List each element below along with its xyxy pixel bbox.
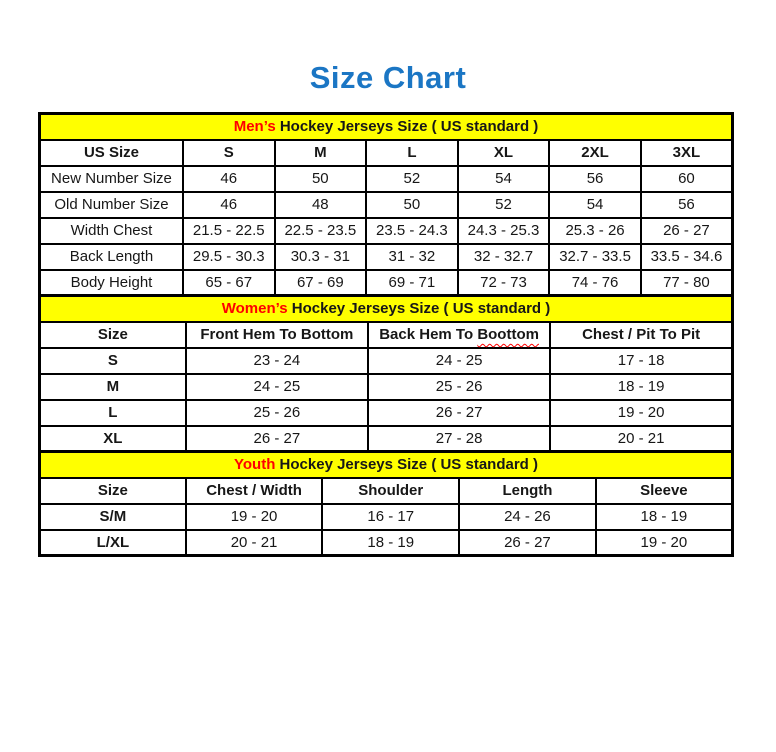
womens-banner-text: Hockey Jerseys Size ( US standard ) — [287, 300, 551, 318]
size-value-cell: 52 — [366, 166, 458, 192]
size-value-cell: 32 - 32.7 — [458, 244, 550, 270]
table-row — [40, 426, 733, 452]
size-value-cell: 52 — [458, 192, 550, 218]
youth-header-row — [40, 478, 733, 504]
column-header: Size — [40, 478, 186, 504]
size-value-cell: 26 - 27 — [368, 400, 550, 426]
mens-banner-highlight: Men’s — [233, 118, 276, 136]
size-value-cell: 50 — [366, 192, 458, 218]
table-row — [40, 400, 733, 426]
size-value-cell: 30.3 - 31 — [275, 244, 367, 270]
mens-banner — [40, 114, 733, 140]
mens-size-table — [38, 112, 734, 297]
size-value-cell: 27 - 28 — [368, 426, 550, 452]
table-row — [40, 244, 733, 270]
size-value-cell: 19 - 20 — [550, 400, 732, 426]
table-row — [40, 270, 733, 296]
row-label: M — [40, 374, 186, 400]
size-value-cell: 69 - 71 — [366, 270, 458, 296]
mens-banner-row — [40, 114, 733, 140]
row-label: Old Number Size — [40, 192, 183, 218]
row-label: Back Length — [40, 244, 183, 270]
size-value-cell: 16 - 17 — [322, 504, 459, 530]
size-value-cell: 17 - 18 — [550, 348, 732, 374]
mens-banner-text: Hockey Jerseys Size ( US standard ) — [275, 118, 539, 136]
size-value-cell: 29.5 - 30.3 — [183, 244, 275, 270]
size-value-cell: 26 - 27 — [186, 426, 368, 452]
table-row — [40, 218, 733, 244]
size-value-cell: 72 - 73 — [458, 270, 550, 296]
youth-banner-text: Hockey Jerseys Size ( US standard ) — [275, 456, 538, 474]
column-header: Back Hem To Boottom — [368, 322, 550, 348]
size-value-cell: 46 — [183, 192, 275, 218]
size-value-cell: 33.5 - 34.6 — [641, 244, 733, 270]
youth-banner — [40, 452, 733, 478]
size-value-cell: 24.3 - 25.3 — [458, 218, 550, 244]
row-label: L — [40, 400, 186, 426]
size-value-cell: 25.3 - 26 — [549, 218, 641, 244]
misspelled-word: Boottom — [477, 326, 539, 343]
youth-banner-row — [40, 452, 733, 478]
column-header: Shoulder — [322, 478, 459, 504]
womens-header-row — [40, 322, 733, 348]
size-value-cell: 60 — [641, 166, 733, 192]
size-value-cell: 20 - 21 — [186, 530, 323, 556]
size-value-cell: 48 — [275, 192, 367, 218]
size-value-cell: 26 - 27 — [459, 530, 596, 556]
size-value-cell: 24 - 25 — [368, 348, 550, 374]
size-value-cell: 20 - 21 — [550, 426, 732, 452]
size-value-cell: 18 - 19 — [550, 374, 732, 400]
size-value-cell: 46 — [183, 166, 275, 192]
table-row — [40, 530, 733, 556]
size-value-cell: 56 — [549, 166, 641, 192]
size-value-cell: 50 — [275, 166, 367, 192]
column-header: XL — [458, 140, 550, 166]
column-header: S — [183, 140, 275, 166]
row-label: Width Chest — [40, 218, 183, 244]
size-value-cell: 26 - 27 — [641, 218, 733, 244]
youth-banner-highlight: Youth — [234, 456, 276, 474]
mens-header-row — [40, 140, 733, 166]
column-header: US Size — [40, 140, 183, 166]
womens-banner — [40, 296, 733, 322]
size-value-cell: 23 - 24 — [186, 348, 368, 374]
table-row — [40, 374, 733, 400]
size-value-cell: 18 - 19 — [322, 530, 459, 556]
size-value-cell: 25 - 26 — [186, 400, 368, 426]
column-header: M — [275, 140, 367, 166]
size-value-cell: 32.7 - 33.5 — [549, 244, 641, 270]
youth-size-table — [38, 450, 734, 557]
column-header: 3XL — [641, 140, 733, 166]
womens-banner-row — [40, 296, 733, 322]
row-label: Body Height — [40, 270, 183, 296]
size-value-cell: 23.5 - 24.3 — [366, 218, 458, 244]
column-header: Length — [459, 478, 596, 504]
size-chart-tables — [38, 112, 734, 557]
column-header: Chest / Width — [186, 478, 323, 504]
row-label: XL — [40, 426, 186, 452]
column-header: Sleeve — [596, 478, 733, 504]
size-value-cell: 24 - 25 — [186, 374, 368, 400]
table-row — [40, 504, 733, 530]
row-label: L/XL — [40, 530, 186, 556]
size-value-cell: 22.5 - 23.5 — [275, 218, 367, 244]
size-value-cell: 19 - 20 — [596, 530, 733, 556]
column-header: 2XL — [549, 140, 641, 166]
size-value-cell: 24 - 26 — [459, 504, 596, 530]
size-value-cell: 18 - 19 — [596, 504, 733, 530]
size-value-cell: 19 - 20 — [186, 504, 323, 530]
column-header: Size — [40, 322, 186, 348]
table-row — [40, 348, 733, 374]
size-value-cell: 77 - 80 — [641, 270, 733, 296]
column-header: Chest / Pit To Pit — [550, 322, 732, 348]
size-value-cell: 54 — [549, 192, 641, 218]
column-header: L — [366, 140, 458, 166]
womens-banner-highlight: Women’s — [221, 300, 288, 318]
size-value-cell: 31 - 32 — [366, 244, 458, 270]
row-label: S/M — [40, 504, 186, 530]
size-value-cell: 65 - 67 — [183, 270, 275, 296]
size-value-cell: 54 — [458, 166, 550, 192]
table-row — [40, 192, 733, 218]
table-row — [40, 166, 733, 192]
row-label: New Number Size — [40, 166, 183, 192]
size-value-cell: 67 - 69 — [275, 270, 367, 296]
womens-size-table — [38, 294, 734, 453]
size-value-cell: 21.5 - 22.5 — [183, 218, 275, 244]
page-title: Size Chart — [309, 60, 467, 95]
size-value-cell: 74 - 76 — [549, 270, 641, 296]
size-value-cell: 25 - 26 — [368, 374, 550, 400]
size-value-cell: 56 — [641, 192, 733, 218]
column-header: Front Hem To Bottom — [186, 322, 368, 348]
row-label: S — [40, 348, 186, 374]
